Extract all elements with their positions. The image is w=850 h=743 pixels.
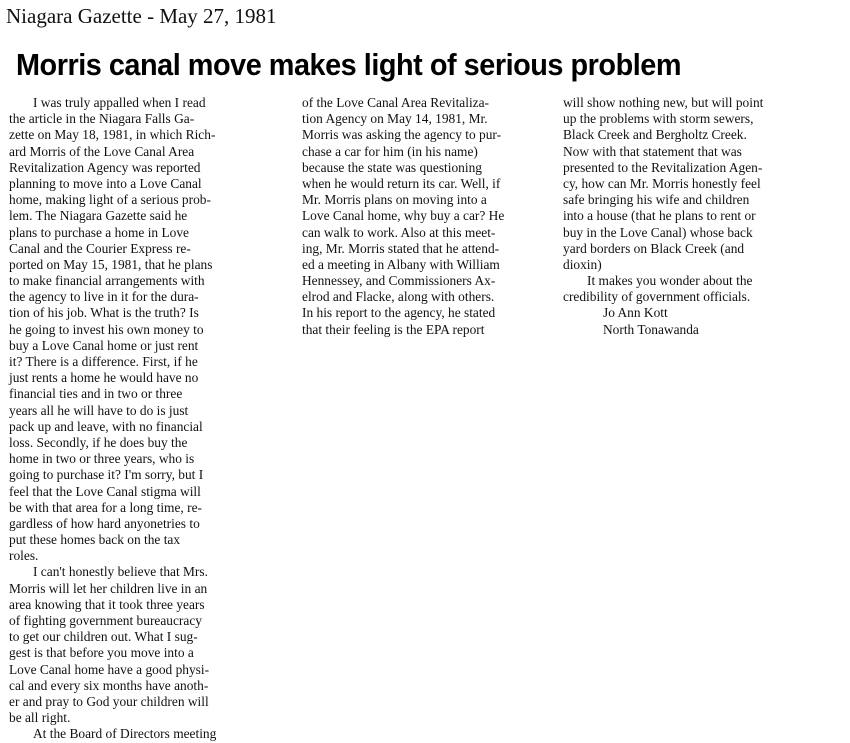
text-line: planning to move into a Love Canal bbox=[9, 175, 202, 191]
signature-location: North Tonawanda bbox=[603, 321, 699, 337]
text-line: area knowing that it took three years bbox=[9, 596, 205, 612]
text-line: be with that area for a long time, re- bbox=[9, 499, 202, 515]
text-line: I can't honestly believe that Mrs. bbox=[33, 564, 208, 580]
text-line: the agency to live in it for the dura- bbox=[9, 289, 199, 305]
text-line: In his report to the agency, he stated bbox=[302, 305, 496, 321]
text-line: Revitalization Agency was reported bbox=[9, 159, 201, 175]
signature-name: Jo Ann Kott bbox=[603, 305, 668, 321]
text-line: Now with that statement that was bbox=[563, 143, 742, 159]
text-line: ard Morris of the Love Canal Area bbox=[9, 143, 195, 159]
publication-dateline: Niagara Gazette - May 27, 1981 bbox=[6, 4, 277, 28]
text-line: of the Love Canal Area Revitaliza- bbox=[302, 95, 490, 110]
text-line: Mr. Morris plans on moving into a bbox=[302, 192, 487, 208]
text-line: Black Creek and Bergholtz Creek. bbox=[563, 127, 747, 143]
text-line: be all right. bbox=[9, 710, 71, 726]
text-line: chase a car for him (in his name) bbox=[302, 143, 478, 159]
text-line: gest is that before you move into a bbox=[9, 645, 194, 661]
text-line: Morris will let her children live in an bbox=[9, 580, 208, 596]
text-line: it? There is a difference. First, if he bbox=[9, 354, 198, 369]
text-line: At the Board of Directors meeting bbox=[33, 726, 217, 742]
text-line: safe bringing his wife and children bbox=[563, 192, 750, 208]
text-line: because the state was questioning bbox=[302, 159, 482, 175]
text-line: just rents a home he would have no bbox=[9, 370, 199, 386]
text-line: Love Canal home, why buy a car? He bbox=[302, 208, 505, 224]
text-line: pack up and leave, with no financial bbox=[9, 418, 203, 434]
text-line: feel that the Love Canal stigma will bbox=[9, 483, 201, 499]
text-line: tion of his job. What is the truth? Is bbox=[9, 305, 199, 321]
text-line: ed a meeting in Albany with William bbox=[302, 256, 500, 272]
text-line: Love Canal home have a good physi- bbox=[9, 661, 210, 677]
text-line: zette on May 18, 1981, in which Rich- bbox=[9, 127, 216, 143]
text-line: will show nothing new, but will point bbox=[563, 95, 764, 110]
article-column-3 bbox=[563, 95, 831, 338]
article-column-1 bbox=[9, 95, 277, 743]
text-line: the article in the Niagara Falls Ga- bbox=[9, 111, 195, 127]
text-line: gardless of how hard anyonetries to bbox=[9, 515, 200, 531]
text-line: into a house (that he plans to rent or bbox=[563, 208, 756, 224]
text-line: credibility of government officials. bbox=[563, 289, 751, 305]
text-line: I was truly appalled when I read bbox=[33, 95, 206, 110]
text-line: tion Agency on May 14, 1981, Mr. bbox=[302, 111, 488, 127]
text-line: home in two or three years, who is bbox=[9, 451, 195, 467]
text-line: of fighting government bureaucracy bbox=[9, 613, 202, 628]
text-line: It makes you wonder about the bbox=[587, 273, 753, 289]
text-line: when he would return its car. Well, if bbox=[302, 175, 501, 191]
text-line: can walk to work. Also at this meet- bbox=[302, 224, 496, 240]
headline: Morris canal move makes light of serious problem bbox=[16, 47, 682, 82]
text-line: he going to invest his own money to bbox=[9, 321, 204, 337]
text-line: ing, Mr. Morris stated that he attend- bbox=[302, 240, 500, 256]
text-line: lem. The Niagara Gazette said he bbox=[9, 208, 188, 224]
text-line: roles. bbox=[9, 548, 39, 564]
text-line: up the problems with storm sewers, bbox=[563, 111, 754, 127]
text-line: buy a Love Canal home or just rent bbox=[9, 337, 199, 353]
text-line: financial ties and in two or three bbox=[9, 386, 183, 402]
text-line: buy in the Love Canal) whose back bbox=[563, 224, 753, 240]
text-line: Hennessey, and Commissioners Ax- bbox=[302, 273, 496, 289]
text-line: Morris was asking the agency to pur- bbox=[302, 127, 502, 143]
text-line: Canal and the Courier Express re- bbox=[9, 240, 191, 256]
text-line: yard borders on Black Creek (and bbox=[563, 240, 745, 256]
text-line: put these homes back on the tax bbox=[9, 532, 181, 548]
text-line: to make financial arrangements with bbox=[9, 273, 205, 289]
text-line: dioxin) bbox=[563, 256, 602, 272]
article-column-2 bbox=[302, 95, 570, 338]
text-line: years all he will have to do is just bbox=[9, 402, 189, 418]
text-line: elrod and Flacke, along with others. bbox=[302, 289, 495, 305]
text-line: cy, how can Mr. Morris honestly feel bbox=[563, 175, 761, 191]
text-line: home, making light of a serious prob- bbox=[9, 192, 211, 208]
text-line: er and pray to God your children will bbox=[9, 693, 209, 709]
text-line: ported on May 15, 1981, that he plans bbox=[9, 256, 213, 272]
text-line: plans to purchase a home in Love bbox=[9, 224, 189, 240]
text-line: that their feeling is the EPA report bbox=[302, 321, 485, 337]
text-line: cal and every six months have anoth- bbox=[9, 677, 209, 693]
text-line: loss. Secondly, if he does buy the bbox=[9, 434, 188, 450]
text-line: going to purchase it? I'm sorry, but I bbox=[9, 467, 204, 483]
text-line: to get our children out. What I sug- bbox=[9, 629, 198, 645]
text-line: presented to the Revitalization Agen- bbox=[563, 159, 763, 175]
